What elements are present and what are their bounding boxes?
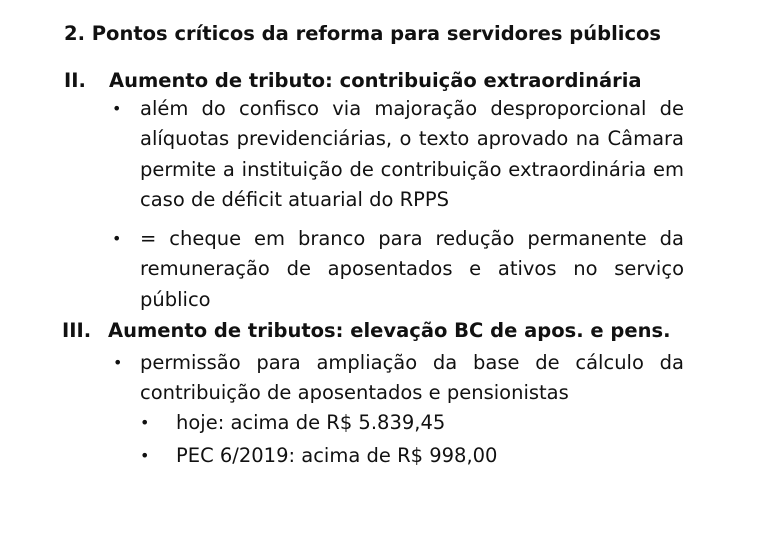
- section-heading-text: Aumento de tributos: elevação BC de apos. e pens.: [108, 319, 671, 342]
- bullet-icon: •: [140, 446, 150, 465]
- bullet-icon: •: [112, 99, 122, 118]
- bullet-icon: •: [113, 353, 123, 372]
- bullet-text: além do confisco via majoração desproporcional de alíquotas previdenciárias, o texto aprovado na Câmara permite a instituição de contribuição extraordinária em caso de déficit atuarial do RPPS: [140, 97, 684, 211]
- sub-bullet-text: PEC 6/2019: acima de R$ 998,00: [176, 444, 498, 467]
- bullet-item: [112, 94, 684, 215]
- section-heading-text: Aumento de tributo: contribuição extraordinária: [109, 69, 642, 92]
- bullet-item: [113, 348, 684, 409]
- bullet-item: [112, 224, 684, 315]
- bullet-text: permissão para ampliação da base de cálculo da contribuição de aposentados e pensionistas: [140, 351, 684, 405]
- sub-bullet-text: hoje: acima de R$ 5.839,45: [176, 411, 446, 434]
- section-heading-iii: [62, 319, 671, 342]
- section-number: II.: [64, 69, 86, 92]
- section-heading-ii: [64, 69, 642, 92]
- sub-bullet-item: [140, 408, 446, 438]
- bullet-icon: •: [112, 229, 122, 248]
- bullet-icon: •: [140, 413, 150, 432]
- sub-bullet-item: [140, 441, 498, 471]
- slide-title: 2. Pontos críticos da reforma para servidores públicos: [64, 22, 662, 45]
- bullet-text: = cheque em branco para redução permanente da remuneração de aposentados e ativos no serviço público: [140, 227, 684, 311]
- section-number: III.: [62, 319, 92, 342]
